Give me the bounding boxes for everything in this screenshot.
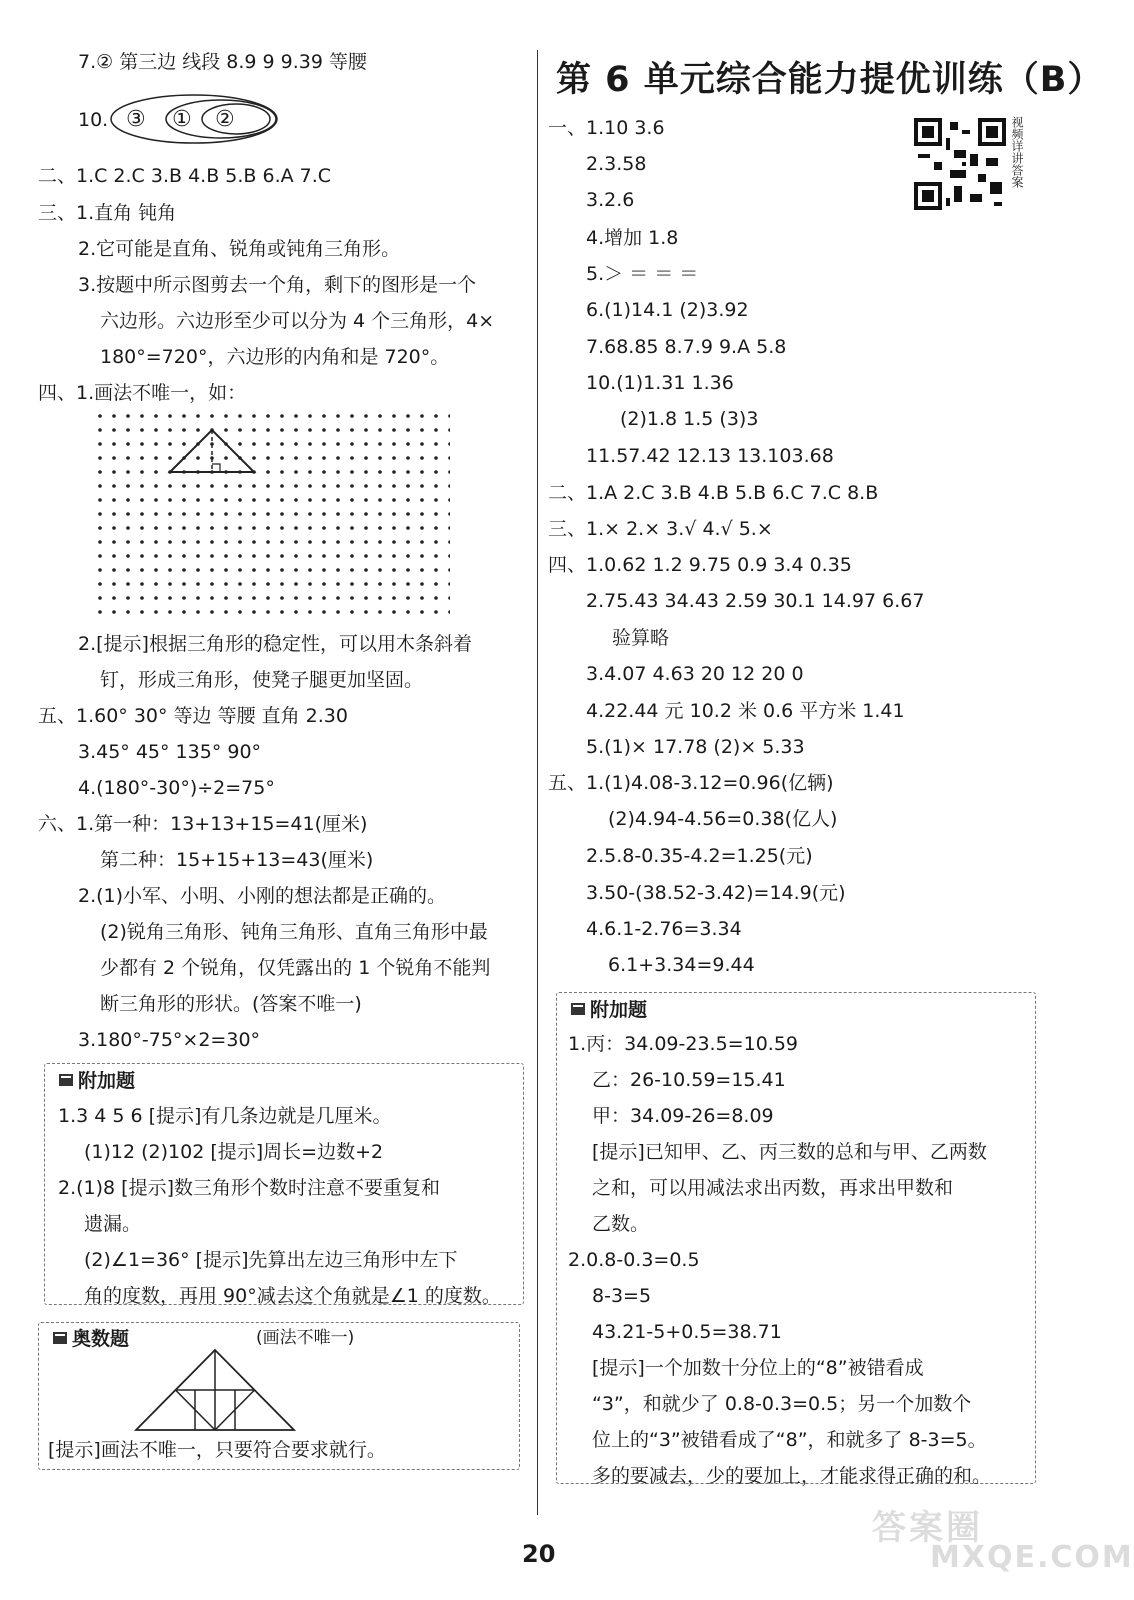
answer-line: 1.3 4 5 6 [提示]有几条边就是几厘米。	[58, 1105, 392, 1127]
answer-line: (2)4.94-4.56=0.38(亿人)	[608, 808, 838, 830]
answer-line: [提示]一个加数十分位上的“8”被错看成	[592, 1357, 924, 1379]
answer-line: 一、1.10 3.6	[548, 117, 665, 139]
answer-line: 180°=720°，六边形的内角和是 720°。	[100, 346, 450, 368]
answer-line: 四、1.0.62 1.2 9.75 0.9 3.4 0.35	[548, 554, 852, 576]
olympiad-title: 奥数题	[72, 1328, 130, 1350]
answer-line: 少都有 2 个锐角，仅凭露出的 1 个锐角不能判	[100, 957, 491, 979]
answer-line: 钉，形成三角形，使凳子腿更加坚固。	[100, 669, 424, 691]
answer-line: 3.45° 45° 135° 90°	[78, 741, 262, 763]
answer-line: 2.它可能是直角、锐角或钝角三角形。	[78, 238, 401, 260]
answer-line: 4.6.1-2.76=3.34	[586, 918, 742, 940]
book-icon	[570, 1001, 586, 1017]
answer-line: 4.(180°-30°)÷2=75°	[78, 777, 275, 799]
olympiad-triangle-figure	[134, 1348, 296, 1432]
answer-line: 乙：26-10.59=15.41	[592, 1069, 786, 1091]
answer-line: (2)锐角三角形、钝角三角形、直角三角形中最	[100, 921, 488, 943]
answer-line: 3.4.07 4.63 20 12 20 0	[586, 663, 804, 685]
answer-line: 5.＞ ＝ ＝ ＝	[586, 263, 699, 285]
answer-line: 三、1.直角 钝角	[38, 202, 177, 224]
answer-line: 四、1.画法不唯一，如：	[38, 382, 247, 404]
answer-line: 2.5.8-0.35-4.2=1.25(元)	[586, 845, 813, 867]
answer-line: 3.50-(38.52-3.42)=14.9(元)	[586, 882, 846, 904]
circle-label-2: ②	[215, 107, 235, 132]
answer-line: 遗漏。	[84, 1213, 142, 1235]
answer-line: 2.0.8-0.3=0.5	[568, 1249, 700, 1271]
answer-line: 7.68.85 8.7.9 9.A 5.8	[586, 336, 787, 358]
answer-line: 2.3.58	[586, 153, 647, 175]
answer-line: 第二种：15+15+13=43(厘米)	[100, 849, 374, 871]
answer-line: 4.增加 1.8	[586, 227, 679, 249]
answer-line: 43.21-5+0.5=38.71	[592, 1321, 782, 1343]
answer-line: 验算略	[612, 627, 670, 649]
page-number: 20	[522, 1540, 556, 1568]
answer-line: 多的要减去，少的要加上，才能求得正确的和。	[592, 1465, 992, 1487]
answer-line: 5.(1)× 17.78 (2)× 5.33	[586, 736, 805, 758]
answer-line: 乙数。	[592, 1213, 650, 1235]
answer-line: (2)1.8 1.5 (3)3	[620, 408, 759, 430]
watermark: 答案圈	[872, 1508, 983, 1548]
answer-line: 二、1.A 2.C 3.B 4.B 5.B 6.C 7.C 8.B	[548, 482, 879, 504]
answer-line: 断三角形的形状。(答案不唯一)	[100, 993, 362, 1015]
answer-line: 4.22.44 元 10.2 米 0.6 平方米 1.41	[586, 700, 905, 722]
answer-line: 位上的“3”被错看成了“8”，和就多了 8-3=5。	[592, 1429, 987, 1451]
qr-code-icon	[914, 118, 1006, 210]
answer-line: 3.2.6	[586, 189, 635, 211]
answer-line: 3.按题中所示图剪去一个角，剩下的图形是一个	[78, 274, 477, 296]
answer-line: 10.(1)1.31 1.36	[586, 372, 734, 394]
answer-line: “3”，和就少了 0.8-0.3=0.5；另一个加数个	[592, 1393, 972, 1415]
watermark-url: MXQE.COM	[930, 1540, 1134, 1575]
dot-grid-triangle-figure	[96, 412, 452, 622]
answer-line: 之和，可以用减法求出丙数，再求出甲数和	[592, 1177, 954, 1199]
answer-line: 五、1.60° 30° 等边 等腰 直角 2.30	[38, 705, 348, 727]
book-icon	[52, 1330, 68, 1346]
answer-line: 2.75.43 34.43 2.59 30.1 14.97 6.67	[586, 590, 925, 612]
answer-line: 甲：34.09-26=8.09	[592, 1105, 774, 1127]
extra-title: 附加题	[590, 999, 648, 1021]
answer-line: 2.[提示]根据三角形的稳定性，可以用木条斜着	[78, 633, 472, 655]
circle-label-3: ③	[126, 107, 146, 132]
answer-line: (2)∠1=36° [提示]先算出左边三角形中左下	[84, 1249, 458, 1271]
answer-line: [提示]画法不唯一，只要符合要求就行。	[48, 1439, 386, 1461]
answer-line: 六边形。六边形至少可以分为 4 个三角形，4×	[100, 310, 495, 332]
column-divider	[537, 50, 538, 1515]
answer-line: 10.	[78, 109, 109, 131]
answer-line: 二、1.C 2.C 3.B 4.B 5.B 6.A 7.C	[38, 165, 332, 187]
extra-title: 附加题	[78, 1070, 136, 1092]
answer-line: 11.57.42 12.13 13.103.68	[586, 445, 834, 467]
qr-label: 视频详讲答案	[1010, 116, 1024, 188]
answer-line: 7.② 第三边 线段 8.9 9 9.39 等腰	[78, 51, 368, 73]
answer-line: [提示]已知甲、乙、丙三数的总和与甲、乙两数	[592, 1141, 987, 1163]
page-title: 第 6 单元综合能力提优训练（B）	[556, 60, 1104, 100]
olympiad-note: (画法不唯一)	[256, 1328, 355, 1348]
answer-line: (1)12 (2)102 [提示]周长=边数+2	[84, 1141, 384, 1163]
answer-line: 角的度数，再用 90°减去这个角就是∠1 的度数。	[84, 1285, 501, 1307]
answer-line: 五、1.(1)4.08-3.12=0.96(亿辆)	[548, 772, 834, 794]
answer-line: 3.180°-75°×2=30°	[78, 1029, 261, 1051]
answer-line: 2.(1)小军、小明、小刚的想法都是正确的。	[78, 885, 447, 907]
answer-line: 8-3=5	[592, 1285, 652, 1307]
answer-line: 三、1.× 2.× 3.√ 4.√ 5.×	[548, 518, 773, 540]
circle-label-1: ①	[172, 107, 192, 132]
answer-line: 1.丙：34.09-23.5=10.59	[568, 1033, 798, 1055]
answer-line: 6.(1)14.1 (2)3.92	[586, 299, 749, 321]
answer-line: 2.(1)8 [提示]数三角形个数时注意不要重复和	[58, 1177, 440, 1199]
answer-line: 6.1+3.34=9.44	[608, 954, 755, 976]
answer-line: 六、1.第一种：13+13+15=41(厘米)	[38, 813, 368, 835]
book-icon	[58, 1072, 74, 1088]
